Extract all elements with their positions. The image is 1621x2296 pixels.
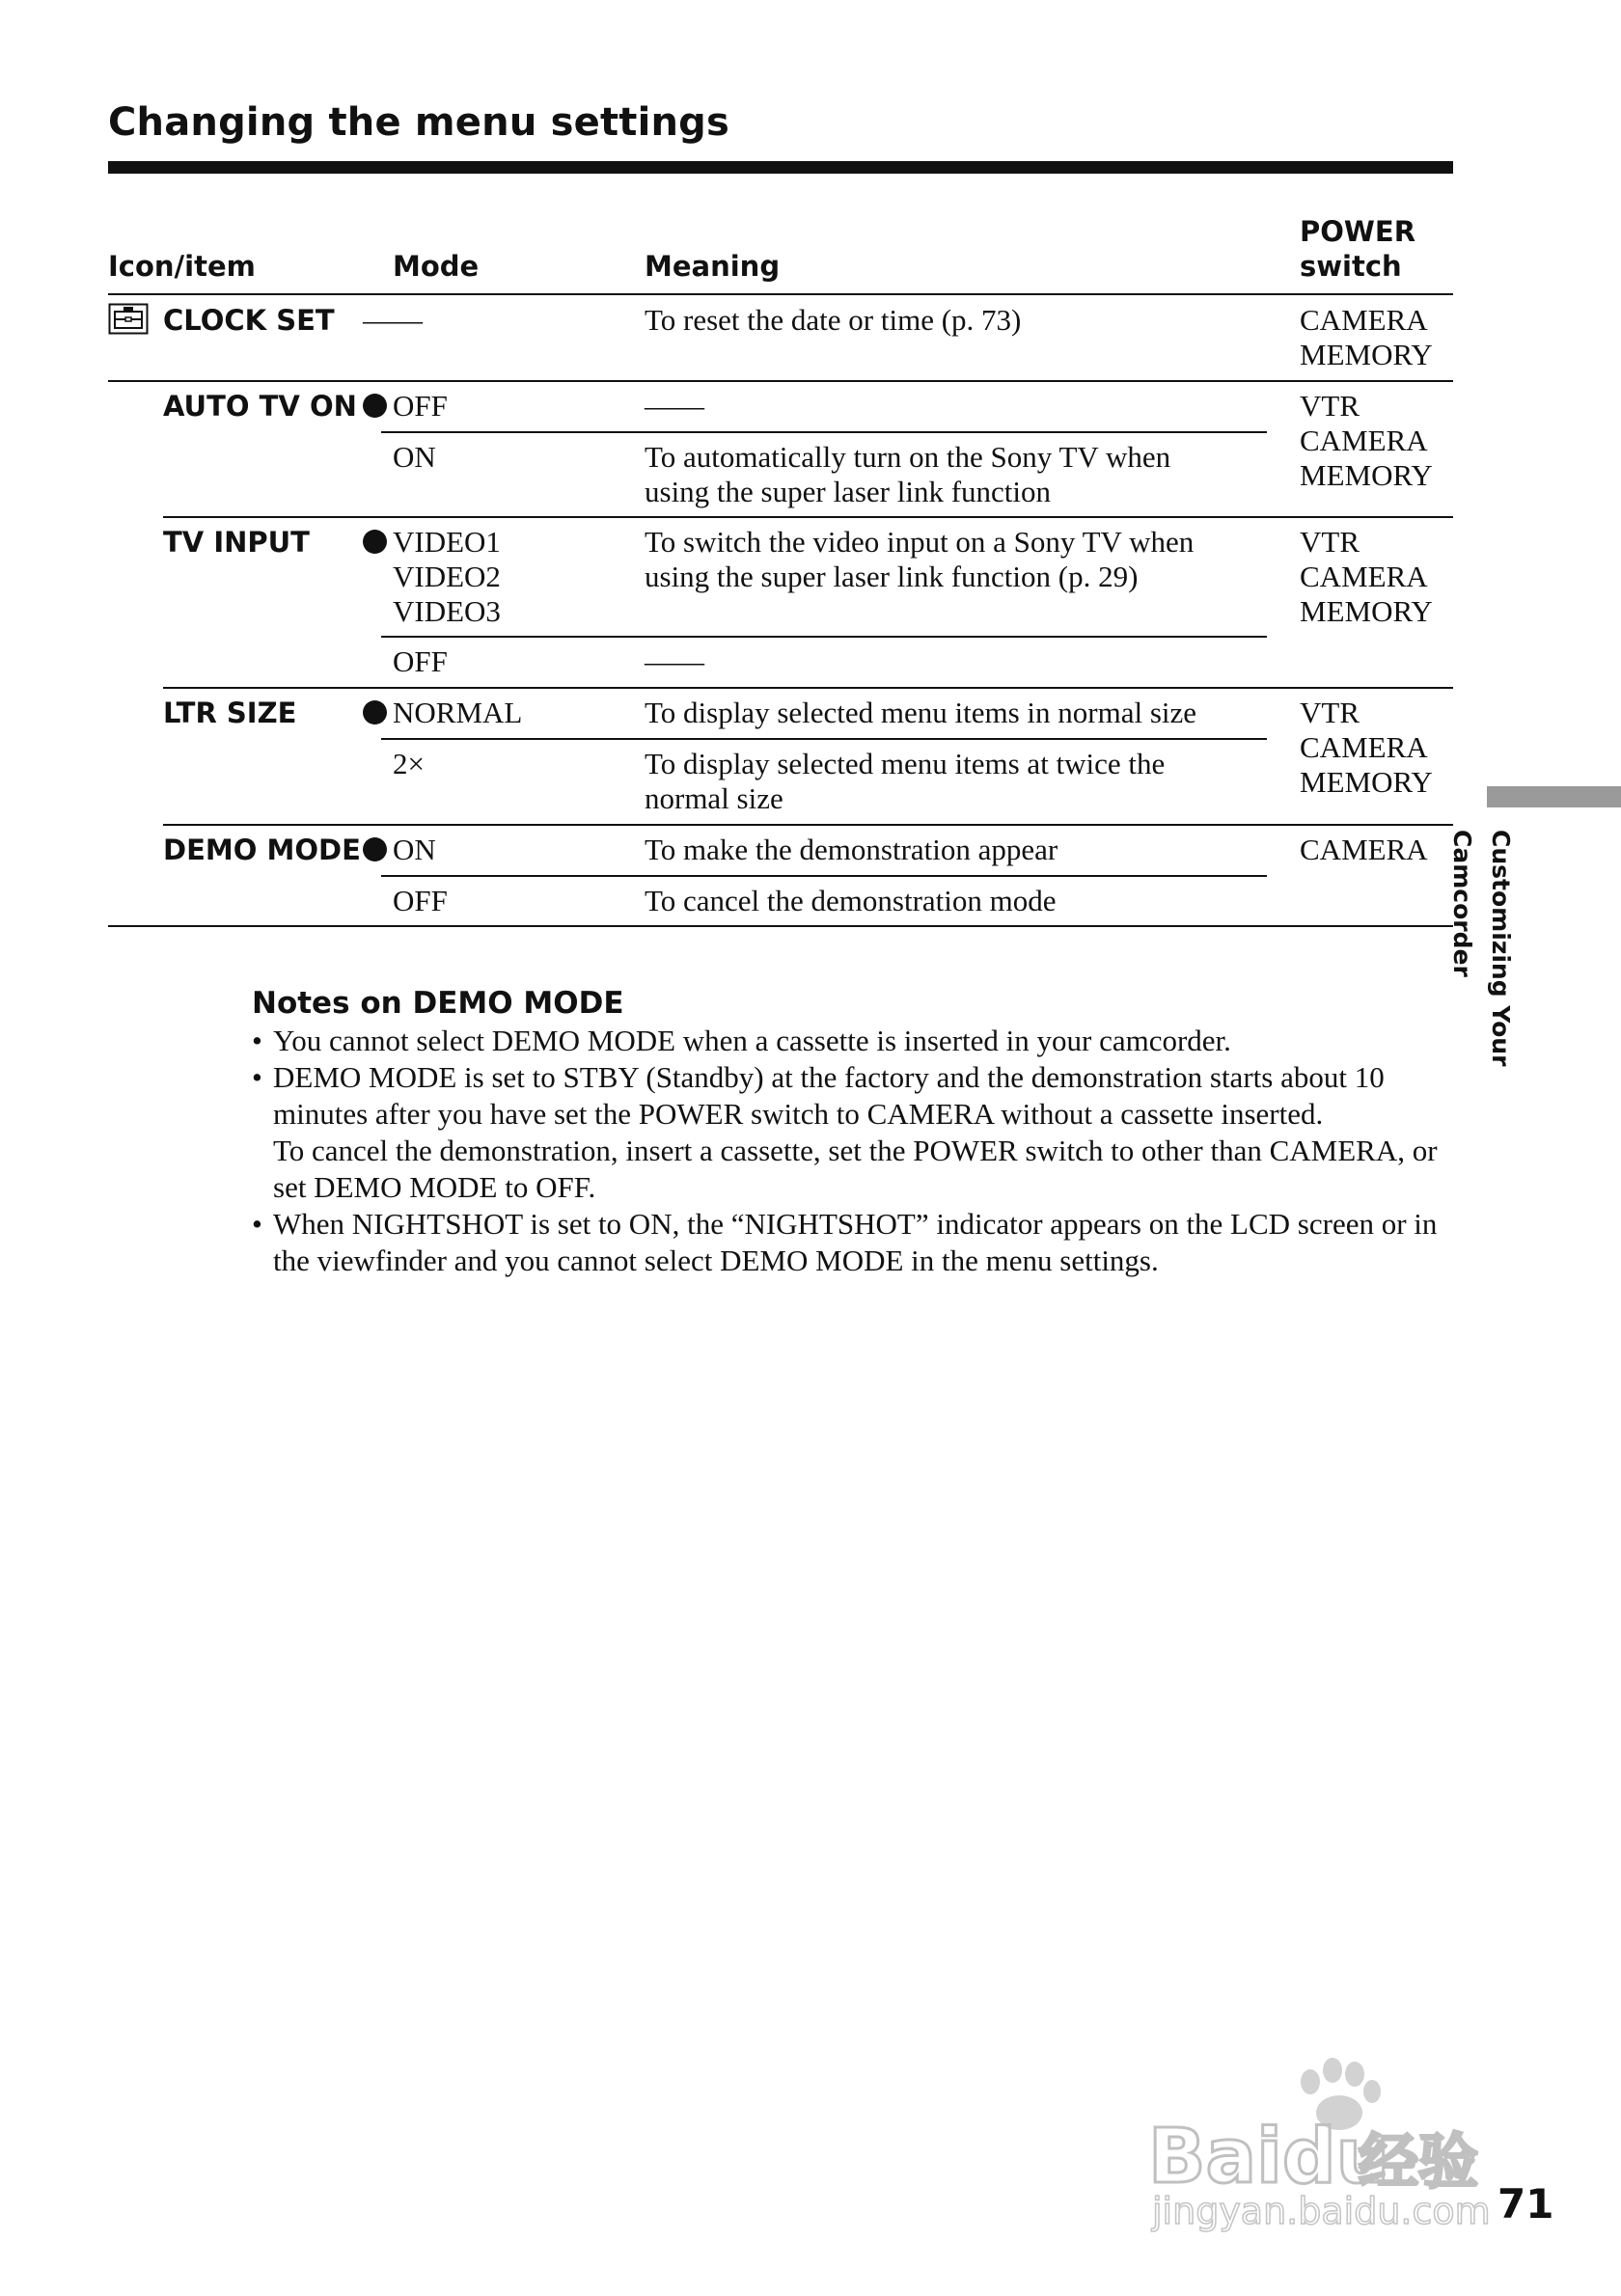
row-divider	[108, 380, 1453, 382]
mode-label: ON	[393, 833, 436, 866]
header-meaning: Meaning	[645, 250, 781, 283]
mode-label: VIDEO1 VIDEO2 VIDEO3	[393, 525, 501, 628]
power-switch-positions: VTR CAMERA MEMORY	[1300, 696, 1433, 799]
option-meaning: ——	[645, 644, 704, 678]
page-title: Changing the menu settings	[108, 100, 730, 145]
row-divider	[381, 875, 1267, 877]
power-switch-positions: VTR CAMERA MEMORY	[1300, 525, 1433, 628]
bullet-icon: •	[252, 1060, 262, 1094]
note-paragraph: DEMO MODE is set to STBY (Standby) at the factory and the demonstration starts about 10 minutes after you have set the POWER switch to CAMERA without a cassette inserted.	[273, 1060, 1385, 1131]
page-number: 71	[1497, 2180, 1554, 2228]
default-setting-bullet-icon	[363, 394, 387, 418]
row-divider	[381, 738, 1267, 740]
option-meaning: To cancel the demonstration mode	[645, 884, 1057, 917]
mode-option	[363, 389, 448, 424]
mode-option: ——	[363, 303, 423, 337]
note-item	[252, 1059, 1458, 1206]
default-setting-bullet-icon	[363, 530, 387, 554]
mode-option	[363, 525, 501, 629]
menu-item-name: DEMO MODE	[163, 834, 361, 866]
note-item	[252, 1206, 1458, 1279]
note-paragraph: To cancel the demonstration, insert a cassette, set the POWER switch to other than CAMERA, or set DEMO MODE to OFF.	[273, 1134, 1438, 1204]
mode-option: OFF	[393, 644, 448, 678]
row-divider	[381, 431, 1267, 433]
power-switch-positions: CAMERA MEMORY	[1300, 303, 1433, 371]
bullet-icon: •	[252, 1024, 262, 1057]
mode-label: OFF	[393, 389, 448, 423]
menu-item-name: LTR SIZE	[163, 697, 297, 729]
watermark-brand: Baidu	[1148, 2114, 1390, 2200]
notes-list	[252, 1023, 1458, 1279]
section-side-label: Customizing Your Camcorder	[1448, 830, 1515, 1067]
option-meaning: ——	[645, 389, 704, 423]
header-power-line1: POWER	[1300, 215, 1416, 248]
watermark-logo	[1139, 2045, 1544, 2238]
option-meaning: To make the demonstration appear	[645, 833, 1058, 866]
mode-option	[363, 696, 522, 730]
option-meaning: To display selected menu items in normal size	[645, 696, 1197, 729]
table-header-row	[108, 203, 1453, 295]
mode-option: 2×	[393, 747, 425, 780]
clock-set-icon	[108, 303, 149, 335]
note-paragraph: You cannot select DEMO MODE when a cassette is inserted in your camcorder.	[273, 1024, 1231, 1057]
menu-item-name: AUTO TV ON	[163, 390, 357, 423]
mode-label: NORMAL	[393, 696, 523, 729]
header-icon-item: Icon/item	[108, 250, 256, 283]
row-divider	[163, 687, 1453, 689]
title-rule	[108, 161, 1453, 174]
table-bottom-rule	[108, 925, 1453, 927]
row-divider	[163, 824, 1453, 826]
watermark-url: jingyan.baidu.com	[1152, 2190, 1491, 2232]
mode-option	[363, 833, 436, 867]
note-item	[252, 1023, 1458, 1059]
power-switch-positions: VTR CAMERA MEMORY	[1300, 389, 1433, 492]
notes-title: Notes on DEMO MODE	[252, 986, 624, 1021]
header-divider	[108, 293, 1453, 295]
header-mode: Mode	[393, 250, 480, 283]
notes-section	[252, 984, 1458, 1279]
header-power-line2: switch	[1300, 250, 1402, 283]
default-setting-bullet-icon	[363, 700, 387, 724]
note-paragraph: When NIGHTSHOT is set to ON, the “NIGHTSHOT” indicator appears on the LCD screen or in the viewfinder and you cannot select DEMO MODE in the menu settings.	[273, 1207, 1438, 1277]
menu-item-name: TV INPUT	[163, 526, 310, 559]
section-tab-marker	[1487, 786, 1621, 807]
watermark-brand-cn: 经验	[1359, 2126, 1479, 2197]
row-divider	[381, 636, 1267, 638]
option-meaning: To display selected menu items at twice the normal size	[645, 747, 1166, 815]
mode-option: ON	[393, 440, 436, 474]
power-switch-positions: CAMERA	[1300, 833, 1428, 866]
option-meaning: To reset the date or time (p. 73)	[645, 303, 1022, 337]
default-setting-bullet-icon	[363, 837, 387, 861]
menu-item-name: CLOCK SET	[163, 304, 335, 337]
option-meaning: To automatically turn on the Sony TV when using the super laser link function	[645, 440, 1171, 508]
option-meaning: To switch the video input on a Sony TV when using the super laser link function (p. 29)	[645, 525, 1195, 593]
bullet-icon: •	[252, 1207, 262, 1241]
mode-option: OFF	[393, 884, 448, 917]
watermark	[1139, 2045, 1544, 2238]
row-divider	[163, 516, 1453, 518]
